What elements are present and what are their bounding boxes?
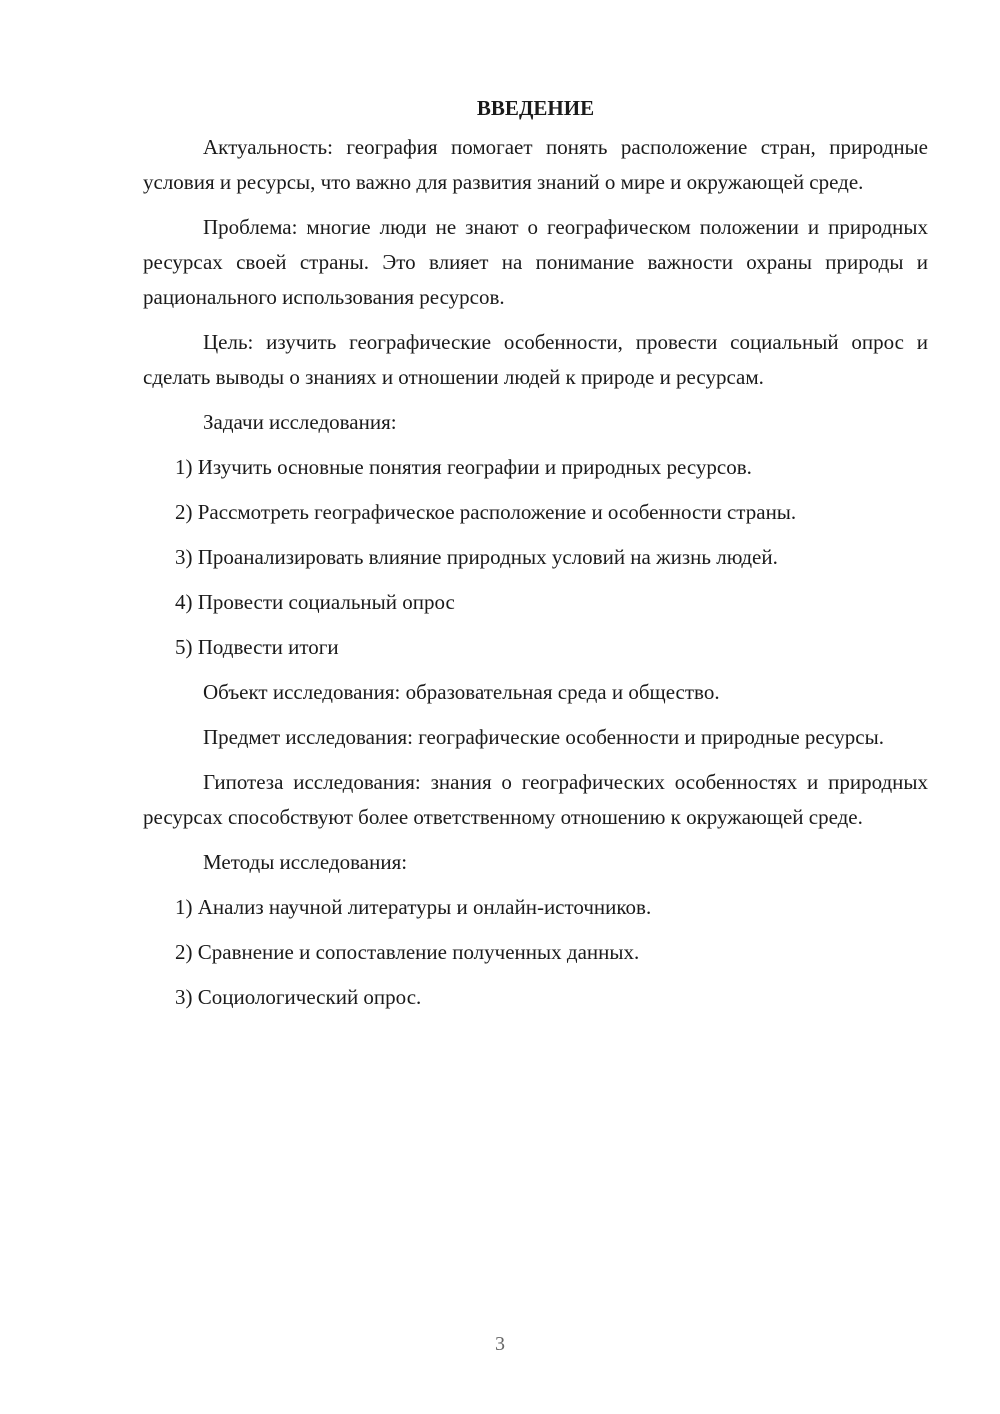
paragraph-object: Объект исследования: образовательная среда и общество. xyxy=(203,680,720,704)
task-item: 1) Изучить основные понятия географии и природных ресурсов. xyxy=(175,455,752,479)
page-content xyxy=(143,90,928,1025)
tasks-heading: Задачи исследования: xyxy=(203,410,397,434)
paragraph-problem: Проблема: многие люди не знают о географическом положении и природных ресурсах своей страны. Это влияет на понимание важности охраны природы и рационального использования ресурсов. xyxy=(143,215,928,309)
task-item: 5) Подвести итоги xyxy=(175,635,339,659)
method-item: 3) Социологический опрос. xyxy=(175,985,422,1009)
methods-heading: Методы исследования: xyxy=(203,850,408,874)
task-item: 2) Рассмотреть географическое расположение и особенности страны. xyxy=(175,500,797,524)
paragraph-subject: Предмет исследования: географические особенности и природные ресурсы. xyxy=(203,725,884,749)
paragraph-relevance: Актуальность: география помогает понять расположение стран, природные условия и ресурсы, что важно для развития знаний о мире и окружающей среде. xyxy=(143,135,928,194)
task-item: 4) Провести социальный опрос xyxy=(175,590,455,614)
paragraph-hypothesis: Гипотеза исследования: знания о географических особенностях и природных ресурсах способствуют более ответственному отношению к окружающей среде. xyxy=(143,770,928,829)
method-item: 2) Сравнение и сопоставление полученных данных. xyxy=(175,940,640,964)
task-item: 3) Проанализировать влияние природных условий на жизнь людей. xyxy=(175,545,778,569)
method-item: 1) Анализ научной литературы и онлайн-источников. xyxy=(175,895,652,919)
paragraph-goal: Цель: изучить географические особенности, провести социальный опрос и сделать выводы о знаниях и отношении людей к природе и ресурсам. xyxy=(143,330,928,389)
page-title: ВВЕДЕНИЕ xyxy=(476,96,595,120)
page-number: 3 xyxy=(495,1333,505,1355)
